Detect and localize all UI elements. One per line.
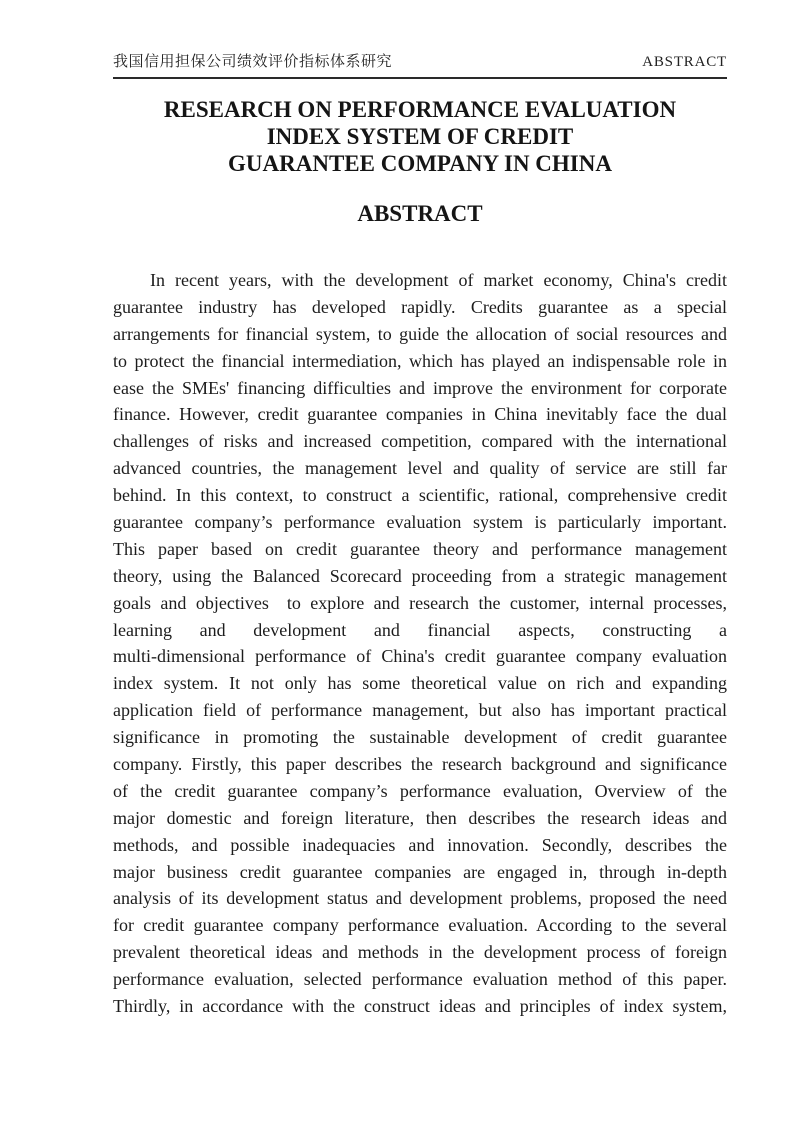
abstract-body-line: Thirdly, in accordance with the construct ideas and principles of index system, <box>113 996 727 1017</box>
abstract-body-line: analysis of its development status and development problems, proposed the need <box>113 888 727 909</box>
abstract-body-line: behind. In this context, to construct a scientific, rational, comprehensive credit <box>113 485 727 506</box>
abstract-body-line: major business credit guarantee companies are engaged in, through in-depth <box>113 861 727 882</box>
document-title-line: INDEX SYSTEM OF CREDIT <box>266 124 574 149</box>
abstract-body-line: arrangements for financial system, to guide the allocation of social resources and <box>113 323 727 344</box>
abstract-body-line: multi-dimensional performance of China's credit guarantee company evaluation <box>113 646 727 667</box>
running-header <box>113 0 727 72</box>
abstract-body-line: finance. However, credit guarantee companies in China inevitably face the dual <box>113 404 727 425</box>
abstract-body-line: advanced countries, the management level and quality of service are still far <box>113 458 727 479</box>
abstract-heading: ABSTRACT <box>357 201 483 226</box>
abstract-body-line: methods, and possible inadequacies and innovation. Secondly, describes the <box>113 834 727 855</box>
abstract-body-line: This paper based on credit guarantee theory and performance management <box>113 538 727 559</box>
abstract-body-line: company. Firstly, this paper describes the research background and significance <box>113 754 727 775</box>
running-header-left-title: 我国信用担保公司绩效评价指标体系研究 <box>113 54 393 70</box>
document-title-line: GUARANTEE COMPANY IN CHINA <box>228 151 612 176</box>
page-content <box>113 0 727 1020</box>
abstract-body-line: goals and objectives to explore and research the customer, internal processes, <box>113 592 727 613</box>
document-title <box>113 96 727 177</box>
abstract-body-line: significance in promoting the sustainable development of credit guarantee <box>113 727 727 748</box>
running-header-right-label: ABSTRACT <box>642 54 727 70</box>
abstract-body-line: application field of performance management, but also has important practical <box>113 700 727 721</box>
abstract-body-line: guarantee company’s performance evaluation system is particularly important. <box>113 512 727 533</box>
abstract-body <box>113 267 727 1020</box>
document-title-line: RESEARCH ON PERFORMANCE EVALUATION <box>163 97 677 122</box>
abstract-body-line: of the credit guarantee company’s performance evaluation, Overview of the <box>113 780 727 801</box>
abstract-body-line: learning and development and financial aspects, constructing a <box>113 619 727 640</box>
abstract-body-line: ease the SMEs' financing difficulties and improve the environment for corporate <box>113 377 727 398</box>
abstract-body-line: theory, using the Balanced Scorecard proceeding from a strategic management <box>113 565 727 586</box>
header-rule <box>113 77 727 79</box>
abstract-body-line: major domestic and foreign literature, then describes the research ideas and <box>113 807 727 828</box>
abstract-body-line: performance evaluation, selected performance evaluation method of this paper. <box>113 969 727 990</box>
abstract-body-line: guarantee industry has developed rapidly. Credits guarantee as a special <box>113 296 727 317</box>
abstract-body-line: prevalent theoretical ideas and methods in the development process of foreign <box>113 942 727 963</box>
abstract-body-line: to protect the financial intermediation, which has played an indispensable role in <box>113 350 727 371</box>
abstract-body-line: index system. It not only has some theoretical value on rich and expanding <box>113 673 727 694</box>
abstract-body-line: challenges of risks and increased competition, compared with the international <box>113 431 727 452</box>
abstract-body-line: for credit guarantee company performance evaluation. According to the several <box>113 915 727 936</box>
abstract-body-line: In recent years, with the development of market economy, China's credit <box>150 270 727 290</box>
